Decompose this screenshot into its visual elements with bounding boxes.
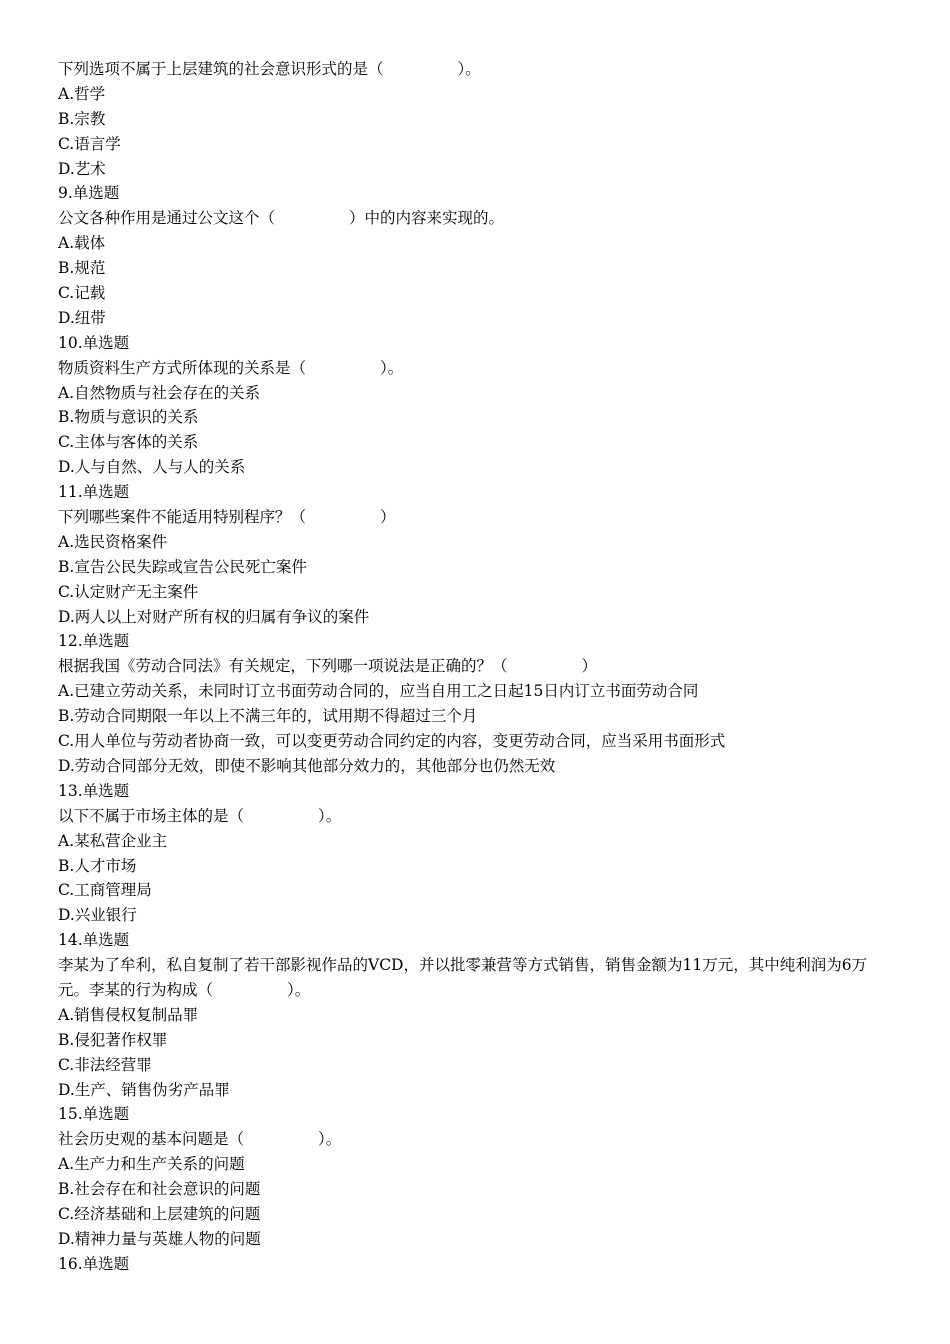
question-stem — [58, 505, 898, 530]
stem-after: ）。 — [318, 806, 342, 825]
question-stem — [58, 654, 898, 679]
question-header: 13.单选题 — [58, 781, 130, 800]
option-b: B.社会存在和社会意识的问题 — [58, 1180, 261, 1199]
option-a: A.已建立劳动关系，未同时订立书面劳动合同的，应当自用工之日起15日内订立书面劳动合同 — [58, 682, 699, 701]
stem-after: ）。 — [318, 1130, 342, 1149]
stem-before: 物质资料生产方式所体现的关系是（ — [58, 358, 307, 377]
option-b: B.侵犯著作权罪 — [58, 1030, 168, 1049]
option-c: C.经济基础和上层建筑的问题 — [58, 1205, 261, 1223]
option-c: C.认定财产无主案件 — [58, 582, 199, 601]
option-d: D.劳动合同部分无效，即使不影响其他部分效力的，其他部分也仍然无效 — [58, 756, 556, 775]
question-header: 12.单选题 — [58, 632, 130, 651]
stem-after: ） — [380, 508, 396, 527]
stem-before: 根据我国《劳动合同法》有关规定，下列哪一项说法是正确的？（ — [58, 657, 508, 676]
option-b: B.宣告公民失踪或宣告公民死亡案件 — [58, 557, 307, 576]
option-b: B.人才市场 — [58, 856, 137, 875]
question-header: 15.单选题 — [58, 1105, 130, 1124]
question-stem — [58, 206, 898, 231]
option-d: D.两人以上对财产所有权的归属有争议的案件 — [58, 607, 370, 626]
stem-after: ）。 — [457, 60, 481, 78]
option-a: A.选民资格案件 — [58, 532, 168, 551]
exam-document — [58, 57, 898, 1277]
question-header: 14.单选题 — [58, 931, 130, 950]
option-b: B.物质与意识的关系 — [58, 408, 199, 427]
stem-before: 下列哪些案件不能适用特别程序？（ — [58, 508, 307, 527]
question-stem — [58, 57, 898, 82]
option-d: D.艺术 — [58, 159, 106, 178]
question-header: 16.单选题 — [58, 1254, 130, 1273]
stem-before: 社会历史观的基本问题是（ — [58, 1130, 245, 1149]
option-d: D.人与自然、人与人的关系 — [58, 458, 246, 477]
question-header: 10.单选题 — [58, 333, 130, 352]
option-a: A.哲学 — [58, 84, 106, 103]
stem-before: 下列选项不属于上层建筑的社会意识形式的是（ — [58, 60, 384, 78]
option-d: D.精神力量与英雄人物的问题 — [58, 1229, 261, 1248]
option-b: B.宗教 — [58, 109, 106, 128]
stem-before: 公文各种作用是通过公文这个（ — [58, 209, 276, 228]
stem-after: ） — [581, 657, 598, 676]
option-d: D.纽带 — [58, 308, 106, 327]
option-c: C.用人单位与劳动者协商一致，可以变更劳动合同约定的内容，变更劳动合同，应当采用书面形式 — [58, 732, 726, 751]
stem-before: 以下不属于市场主体的是（ — [58, 806, 245, 825]
option-c: C.语言学 — [58, 134, 121, 153]
stem-before: 李某为了牟利，私自复制了若干部影视作品的VCD，并以批零兼营等方式销售，销售金额为11万元，其中纯利润为6万元。李某的行为构成（ — [58, 956, 868, 999]
option-a: A.某私营企业主 — [58, 831, 168, 850]
option-a: A.载体 — [58, 234, 106, 253]
question-stem — [58, 804, 898, 829]
option-a: A.销售侵权复制品罪 — [58, 1005, 199, 1024]
stem-after: ）。 — [380, 358, 404, 377]
stem-after: ）中的内容来实现的。 — [349, 209, 505, 228]
option-a: A.生产力和生产关系的问题 — [58, 1155, 245, 1174]
option-c: C.非法经营罪 — [58, 1055, 152, 1074]
option-a: A.自然物质与社会存在的关系 — [58, 383, 261, 402]
option-c: C.主体与客体的关系 — [58, 433, 199, 452]
question-stem — [58, 1127, 898, 1152]
option-d: D.生产、销售伪劣产品罪 — [58, 1080, 230, 1099]
option-d: D.兴业银行 — [58, 906, 137, 925]
option-c: C.记载 — [58, 284, 106, 303]
option-b: B.规范 — [58, 259, 106, 278]
option-c: C.工商管理局 — [58, 881, 152, 900]
question-stem — [58, 356, 898, 381]
option-b: B.劳动合同期限一年以上不满三年的，试用期不得超过三个月 — [58, 707, 478, 726]
question-stem — [58, 953, 898, 1003]
stem-after: ）。 — [287, 980, 311, 999]
question-header: 9.单选题 — [58, 184, 120, 203]
question-header: 11.单选题 — [58, 483, 130, 502]
